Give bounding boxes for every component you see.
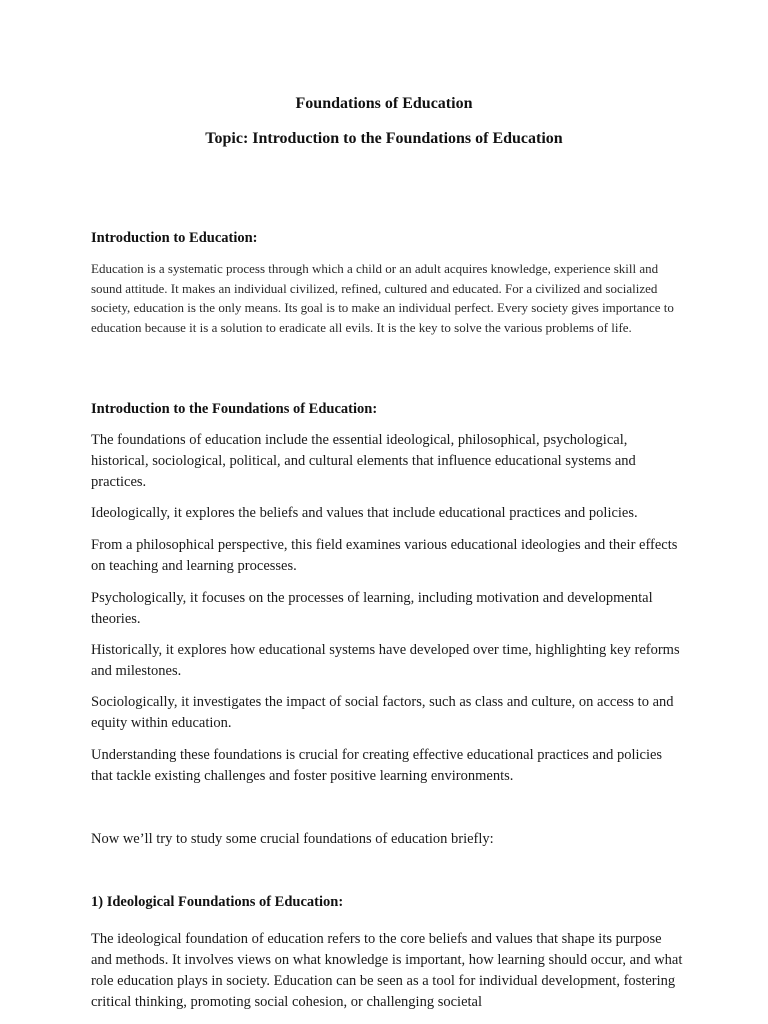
paragraph-foundations-overview: The foundations of education include the essential ideological, philosophical, psychological, historical, sociological, political, and cultural elements that influence educational systems and practices. bbox=[91, 432, 636, 490]
section-heading-intro-education: Introduction to Education: bbox=[91, 230, 258, 246]
paragraph-psychologically: Psychologically, it focuses on the processes of learning, including motivation and developmental theories. bbox=[91, 590, 653, 627]
paragraph-historically: Historically, it explores how educational systems have developed over time, highlighting key reforms and milestones. bbox=[91, 642, 680, 679]
section-body-ideological: The ideological foundation of education refers to the core beliefs and values that shape its purpose and methods. It involves views on what knowledge is important, how learning should occur, and what role education plays in society. Education can be seen as a tool for individual development, fostering critical thinking, promoting social cohesion, or challenging societal bbox=[91, 931, 683, 1010]
paragraph-sociologically: Sociologically, it investigates the impact of social factors, such as class and culture, on access to and equity within education. bbox=[91, 694, 674, 731]
paragraph-philosophical: From a philosophical perspective, this field examines various educational ideologies and their effects on teaching and learning processes. bbox=[91, 537, 678, 574]
section-heading-ideological: 1) Ideological Foundations of Education: bbox=[91, 894, 344, 910]
transition-sentence: Now we’ll try to study some crucial foundations of education briefly: bbox=[91, 831, 494, 847]
section-body-intro-education: Education is a systematic process through which a child or an adult acquires knowledge, experience skill and sound attitude. It makes an individual civilized, refined, cultured and educated. For a civilized and socialized society, education is the only means. Its goal is to make an individual perfect. Every society gives importance to education because it is a solution to eradicate all evils. It is the key to solve the various problems of life. bbox=[91, 261, 674, 335]
paragraph-ideologically: Ideologically, it explores the beliefs and values that include educational practices and policies. bbox=[91, 505, 638, 521]
document-title: Foundations of Education bbox=[295, 95, 473, 112]
section-heading-intro-foundations: Introduction to the Foundations of Education: bbox=[91, 401, 378, 417]
paragraph-understanding: Understanding these foundations is crucial for creating effective educational practices and policies that tackle existing challenges and foster positive learning environments. bbox=[91, 747, 663, 784]
document-topic: Topic: Introduction to the Foundations of Education bbox=[205, 130, 563, 147]
